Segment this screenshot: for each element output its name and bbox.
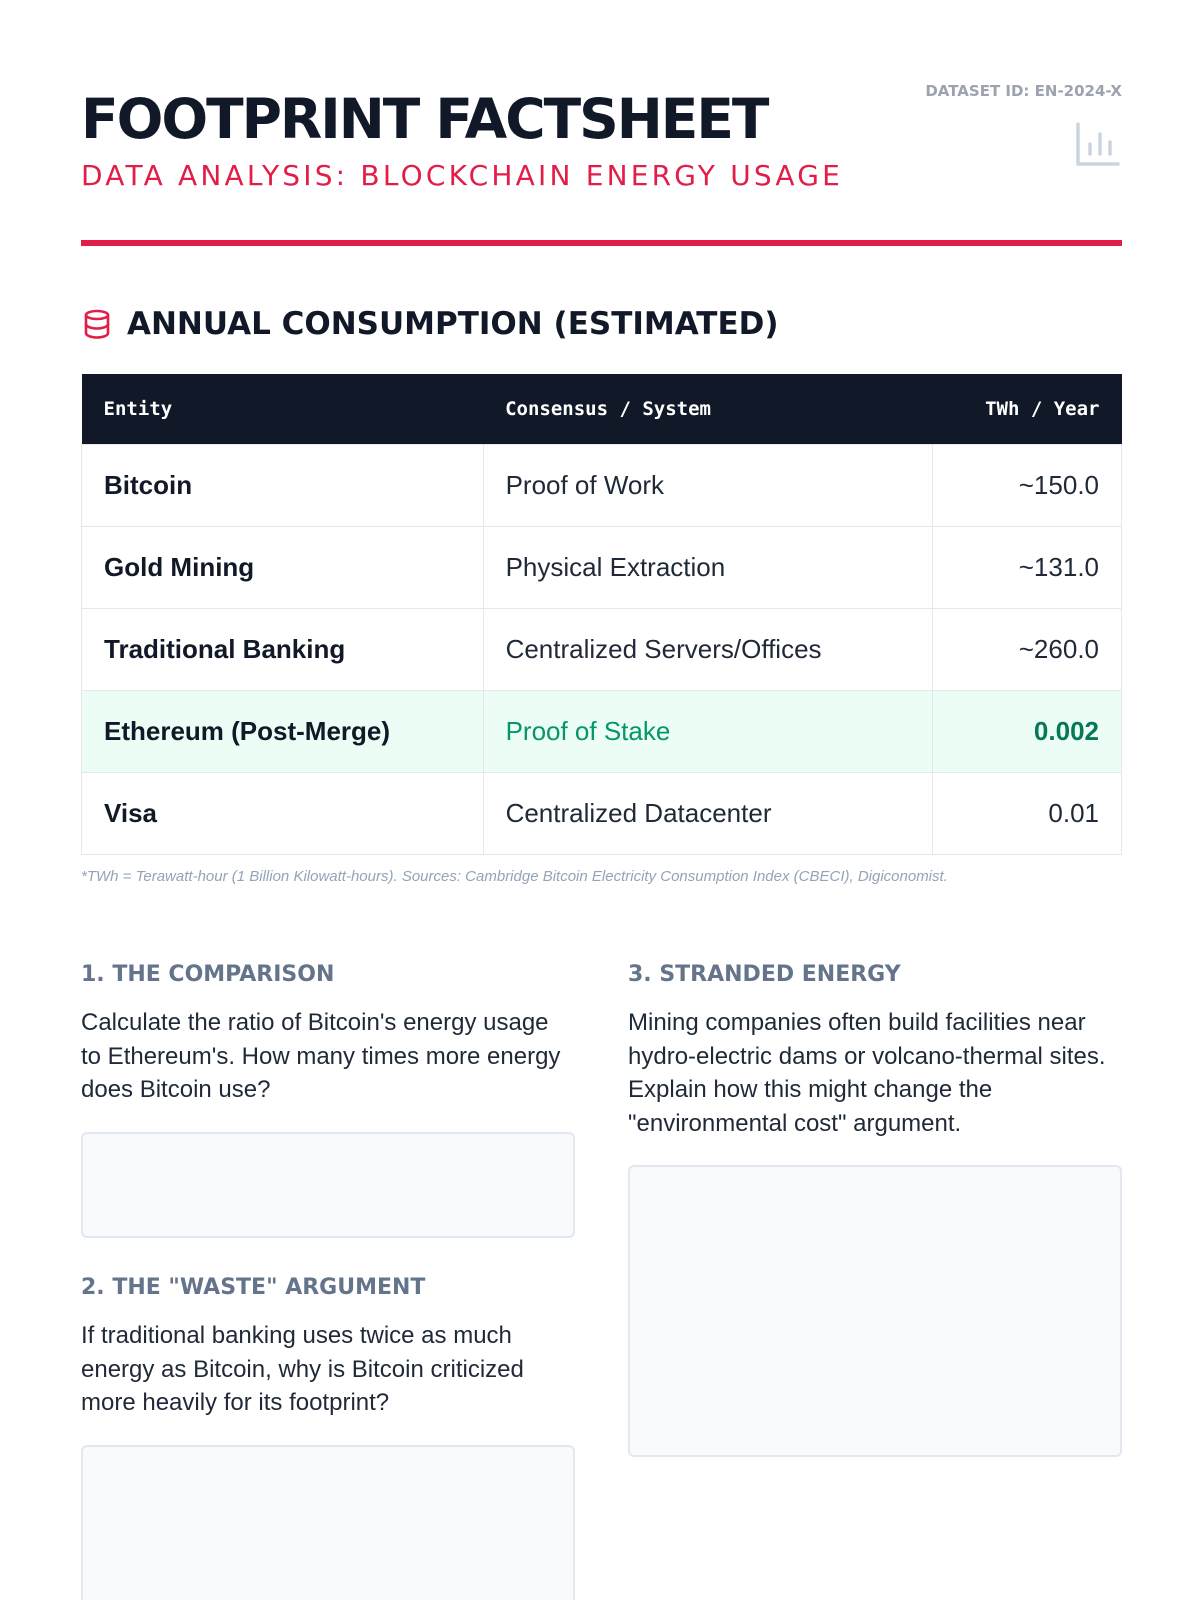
table-header-row bbox=[82, 374, 1122, 444]
column-header-system: Consensus / System bbox=[483, 374, 933, 444]
consumption-table bbox=[81, 374, 1122, 855]
table-row bbox=[82, 772, 1122, 854]
table-row bbox=[82, 444, 1122, 526]
question-heading: 3. STRANDED ENERGY bbox=[628, 962, 901, 987]
value-cell: 0.002 bbox=[933, 690, 1122, 772]
question-3 bbox=[628, 960, 1122, 1457]
section-heading bbox=[81, 304, 779, 344]
system-cell: Physical Extraction bbox=[483, 526, 933, 608]
answer-box-3[interactable] bbox=[628, 1165, 1122, 1457]
column-header-twh: TWh / Year bbox=[933, 374, 1122, 444]
table-footnote: *TWh = Terawatt-hour (1 Billion Kilowatt-hours). Sources: Cambridge Bitcoin Electricity Consumption Index (CBECI), Digiconomist. bbox=[81, 868, 948, 885]
system-cell: Proof of Stake bbox=[483, 690, 933, 772]
system-cell: Centralized Datacenter bbox=[483, 772, 933, 854]
table-row bbox=[82, 526, 1122, 608]
factsheet-page bbox=[81, 0, 1122, 1600]
page-title: FOOTPRINT FACTSHEET bbox=[81, 87, 768, 151]
entity-cell: Bitcoin bbox=[82, 444, 484, 526]
page-subtitle: DATA ANALYSIS: BLOCKCHAIN ENERGY USAGE bbox=[81, 159, 844, 192]
value-cell: ~131.0 bbox=[933, 526, 1122, 608]
entity-cell: Ethereum (Post-Merge) bbox=[82, 690, 484, 772]
column-header-entity: Entity bbox=[82, 374, 484, 444]
section-title: ANNUAL CONSUMPTION (ESTIMATED) bbox=[127, 306, 779, 342]
entity-cell: Gold Mining bbox=[82, 526, 484, 608]
question-heading: 2. THE "WASTE" ARGUMENT bbox=[81, 1275, 426, 1300]
entity-cell: Visa bbox=[82, 772, 484, 854]
question-heading: 1. THE COMPARISON bbox=[81, 962, 335, 987]
question-text: Calculate the ratio of Bitcoin's energy usage to Ethereum's. How many times more energy does Bitcoin use? bbox=[81, 1009, 561, 1103]
table-row bbox=[82, 608, 1122, 690]
dataset-id: DATASET ID: EN-2024-X bbox=[925, 82, 1122, 100]
system-cell: Proof of Work bbox=[483, 444, 933, 526]
answer-box-1[interactable] bbox=[81, 1132, 575, 1238]
entity-cell: Traditional Banking bbox=[82, 608, 484, 690]
question-text: If traditional banking uses twice as much energy as Bitcoin, why is Bitcoin criticized more heavily for its footprint? bbox=[81, 1322, 524, 1416]
header-divider bbox=[81, 240, 1122, 246]
answer-box-2[interactable] bbox=[81, 1445, 575, 1600]
value-cell: ~260.0 bbox=[933, 608, 1122, 690]
system-cell: Centralized Servers/Offices bbox=[483, 608, 933, 690]
question-1 bbox=[81, 960, 575, 1238]
table-row-highlighted bbox=[82, 690, 1122, 772]
question-2 bbox=[81, 1273, 575, 1600]
bar-chart-icon bbox=[1074, 120, 1122, 168]
value-cell: 0.01 bbox=[933, 772, 1122, 854]
database-icon bbox=[81, 308, 113, 340]
question-text: Mining companies often build facilities near hydro-electric dams or volcano-thermal sites. Explain how this might change the "environmental cost" argument. bbox=[628, 1009, 1106, 1137]
header bbox=[81, 80, 1122, 250]
value-cell: ~150.0 bbox=[933, 444, 1122, 526]
